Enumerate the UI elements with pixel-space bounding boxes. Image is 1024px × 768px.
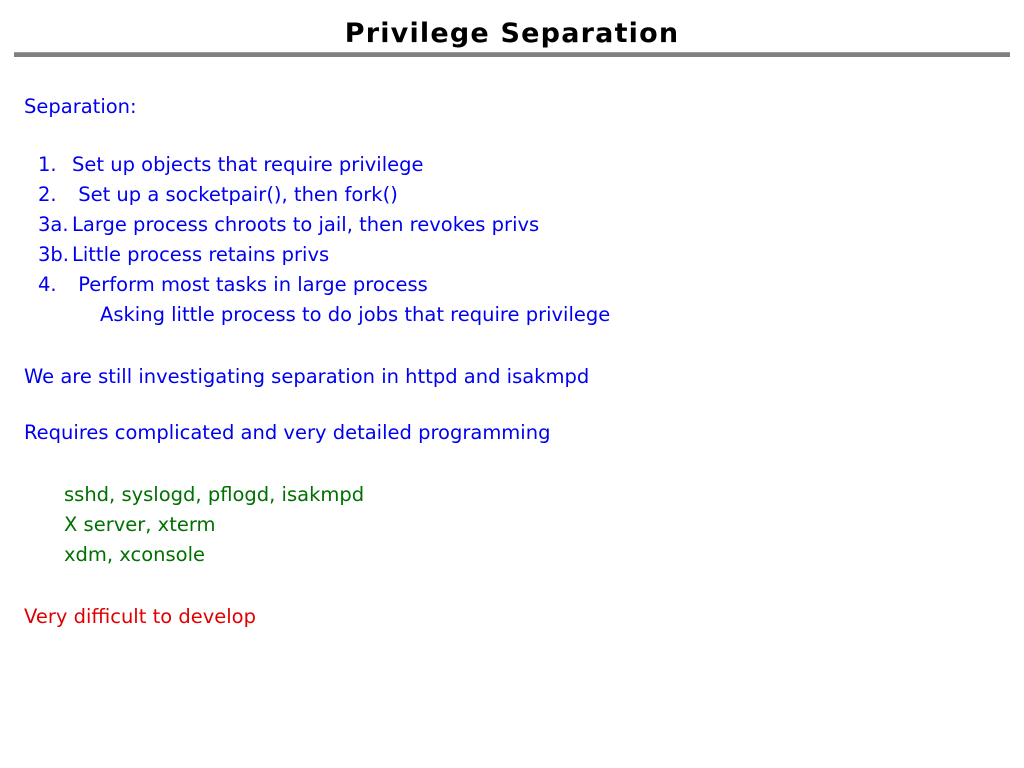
program-list [64,480,994,570]
paragraph-requires: Requires complicated and very detailed programming [24,421,551,444]
step-number: 3b. [38,243,69,266]
list-item: xdm, xconsole [64,543,206,566]
list-item [38,150,994,180]
step-continuation [38,300,994,330]
title-divider [14,52,1010,57]
step-text: Perform most tasks in large process [72,273,428,296]
spacer [24,392,994,418]
step-number: 2. [38,183,57,206]
step-text: Set up a socketpair(), then fork() [72,183,398,206]
steps-list [38,150,994,330]
slide-body [24,92,994,632]
step-text: Large process chroots to jail, then revokes privs [72,213,540,236]
page-title: Privilege Separation [344,18,680,49]
paragraph-investigating: We are still investigating separation in httpd and isakmpd [24,365,590,388]
list-item [38,180,994,210]
step-text: Little process retains privs [72,243,330,266]
step-text: Set up objects that require privilege [72,153,424,176]
list-item [38,270,994,300]
spacer [24,570,994,602]
list-item [38,240,994,270]
spacer [24,330,994,362]
spacer [24,448,994,480]
step-number: 4. [38,273,57,296]
closing-statement: Very difficult to develop [24,605,256,628]
list-item: X server, xterm [64,513,216,536]
list-item [38,210,994,240]
step-number: 1. [38,153,57,176]
separation-heading: Separation: [24,95,137,118]
step-continuation-text: Asking little process to do jobs that require privilege [100,303,611,326]
step-number: 3a. [38,213,69,236]
list-item: sshd, syslogd, pflogd, isakmpd [64,483,365,506]
